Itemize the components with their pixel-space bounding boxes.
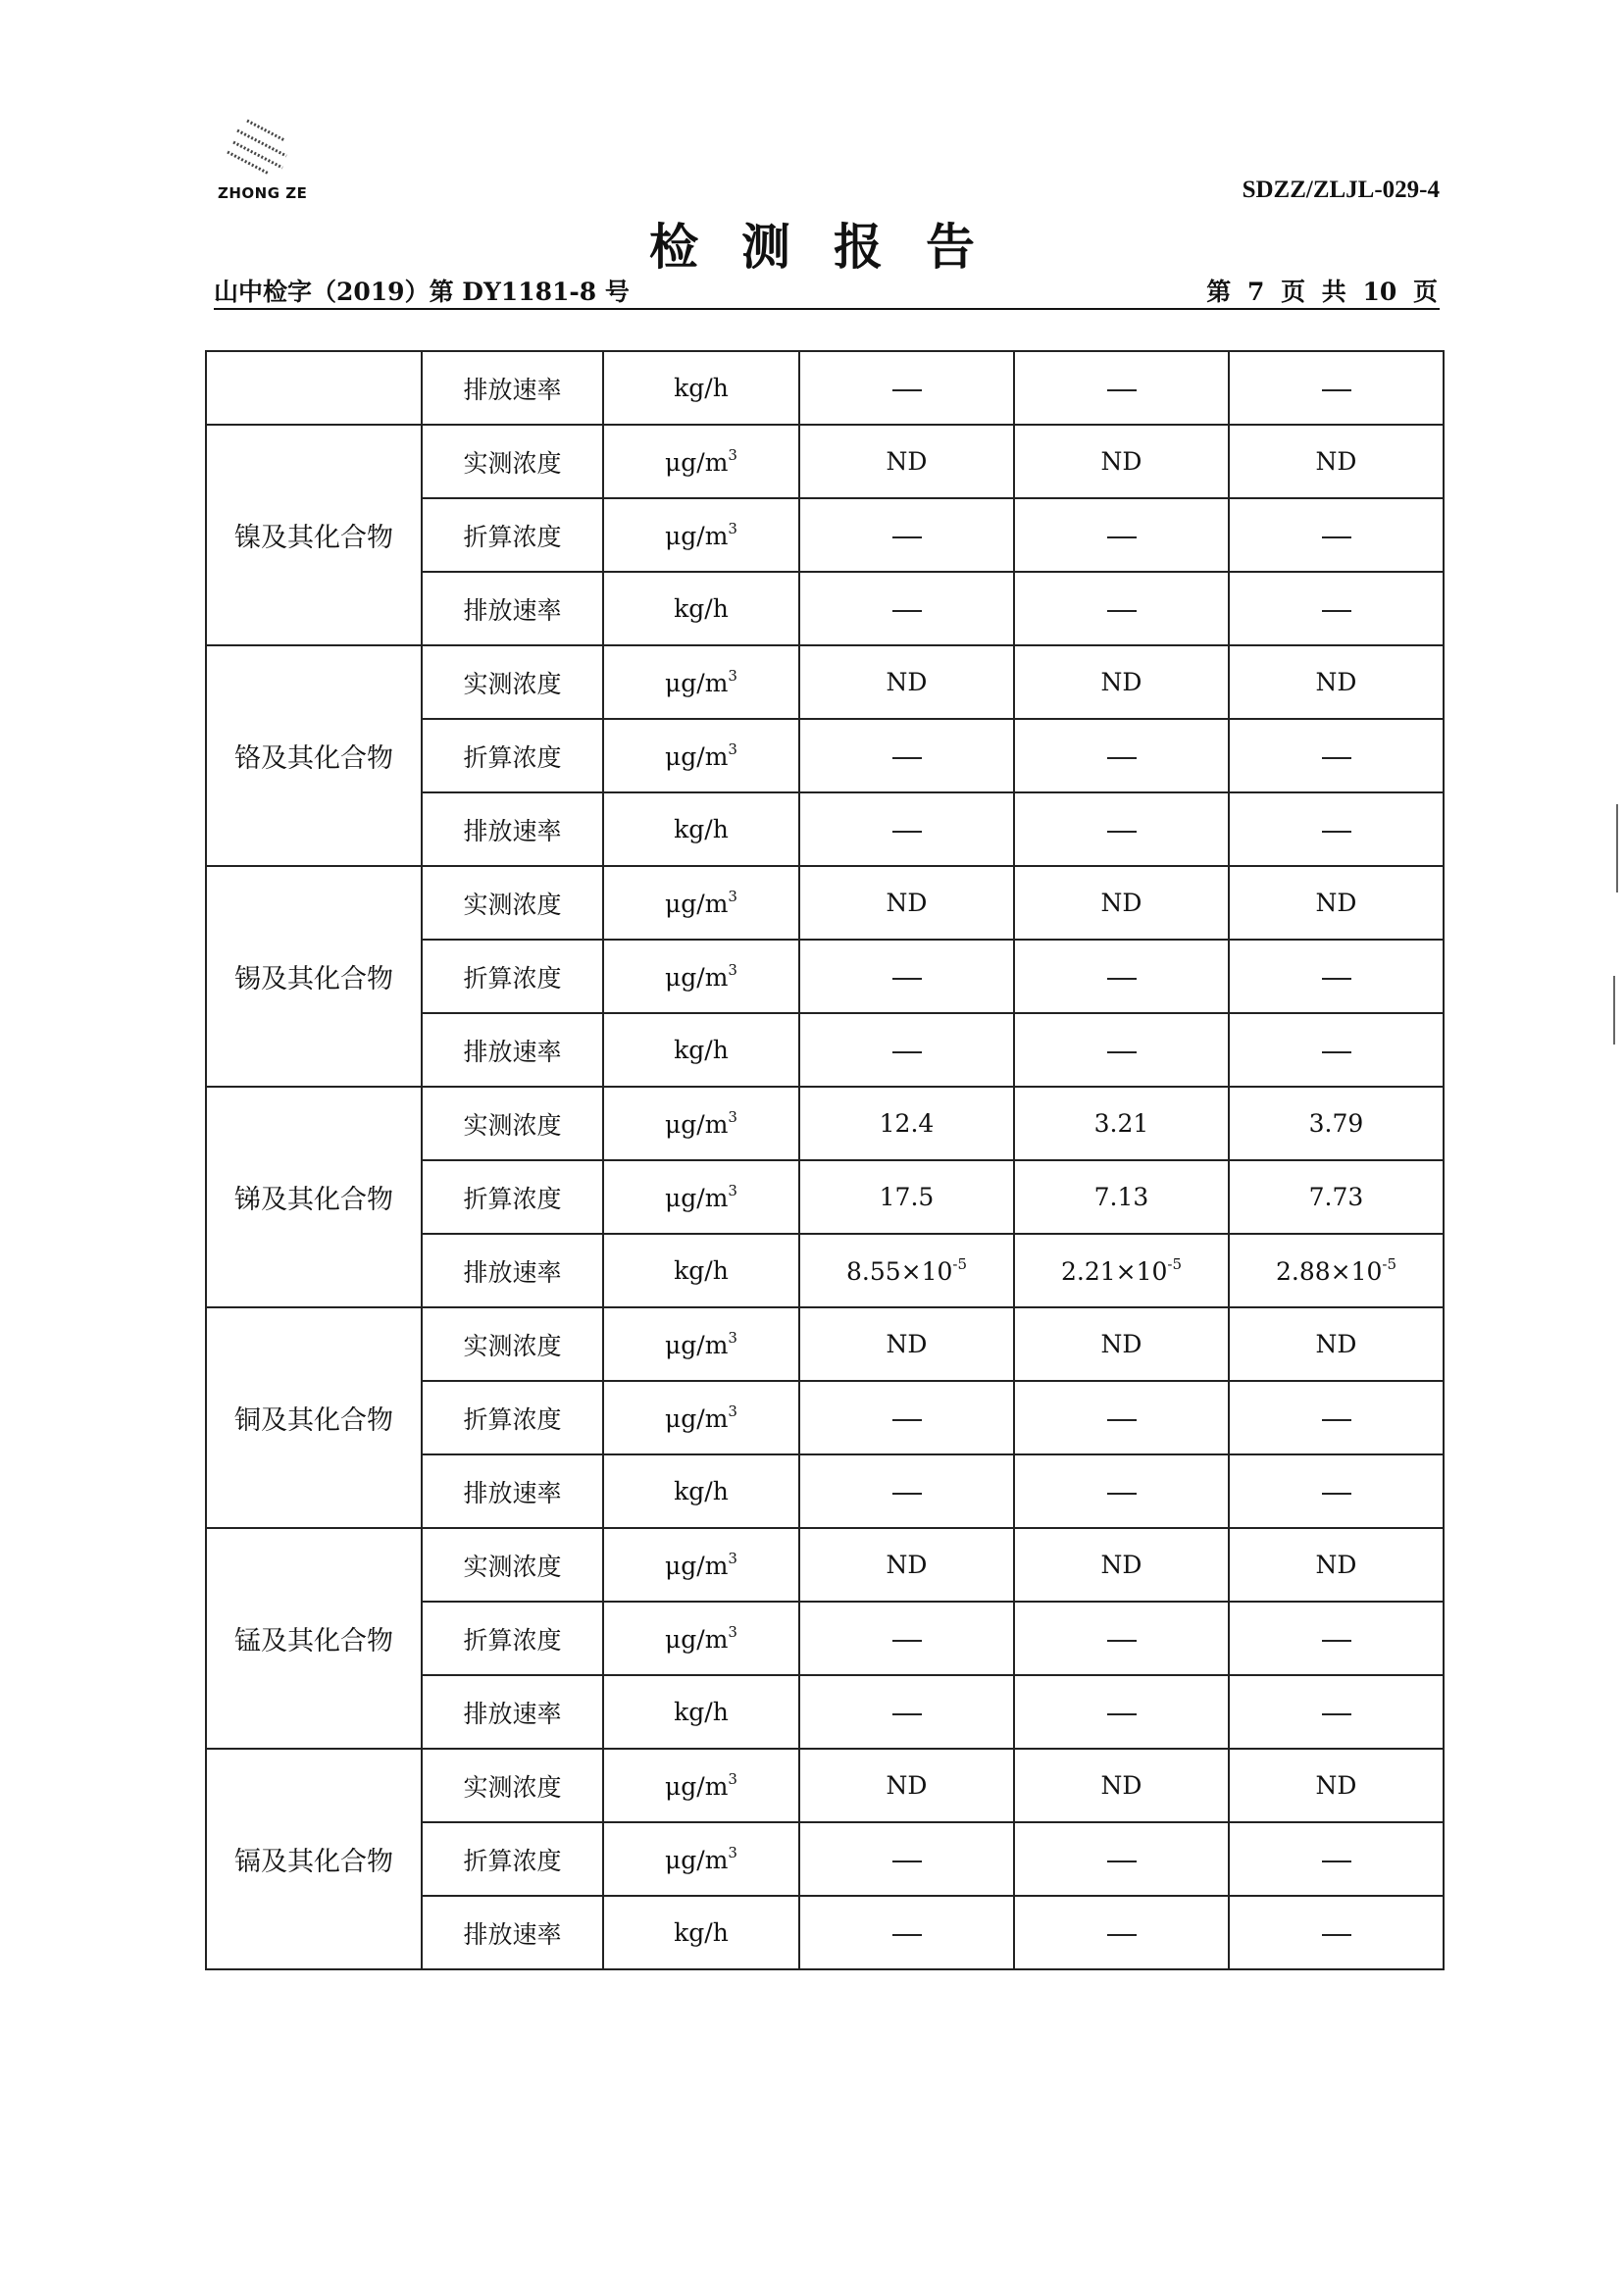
dash-mark — [1107, 1493, 1137, 1495]
value-cell — [1229, 1896, 1444, 1969]
value-cell — [1229, 792, 1444, 866]
value-cell — [1014, 1675, 1229, 1749]
dash-mark — [892, 1713, 922, 1715]
parameter-cell: 排放速率 — [422, 1013, 603, 1087]
value-cell — [1229, 351, 1444, 425]
value-cell — [799, 1602, 1014, 1675]
unit-cell: kg/h — [603, 351, 799, 425]
substance-cell: 锰及其化合物 — [206, 1528, 422, 1749]
parameter-cell: 排放速率 — [422, 1675, 603, 1749]
value-cell — [1014, 719, 1229, 792]
dash-mark — [892, 1934, 922, 1936]
parameter-cell: 折算浓度 — [422, 1602, 603, 1675]
value-cell: ND — [1014, 1528, 1229, 1602]
unit-cell: $\mu g/m^3$ — [603, 645, 799, 719]
dash-mark — [892, 1419, 922, 1421]
dash-mark — [892, 389, 922, 391]
value-cell: ND — [1014, 1307, 1229, 1381]
value-cell: ND — [1229, 1528, 1444, 1602]
logo-text: ZHONG ZE — [218, 184, 308, 202]
table-row — [206, 645, 1444, 719]
parameter-cell: 折算浓度 — [422, 1160, 603, 1234]
dash-mark — [1322, 536, 1351, 538]
substance-cell — [206, 351, 422, 425]
value-cell — [1229, 1381, 1444, 1454]
value-cell — [1014, 1454, 1229, 1528]
value-cell — [1014, 572, 1229, 645]
unit-cell: $\mu g/m^3$ — [603, 1822, 799, 1896]
parameter-cell: 排放速率 — [422, 792, 603, 866]
table-row — [206, 866, 1444, 940]
parameter-cell: 排放速率 — [422, 351, 603, 425]
parameter-cell: 实测浓度 — [422, 1087, 603, 1160]
unit-cell: kg/h — [603, 1013, 799, 1087]
dash-mark — [892, 536, 922, 538]
table-row — [206, 1307, 1444, 1381]
value-cell — [1014, 1013, 1229, 1087]
scan-margin-mark — [1613, 976, 1615, 1045]
dash-mark — [892, 831, 922, 833]
value-cell: ND — [1229, 1749, 1444, 1822]
dash-mark — [1322, 1640, 1351, 1642]
parameter-cell: 排放速率 — [422, 572, 603, 645]
parameter-cell: 排放速率 — [422, 1454, 603, 1528]
unit-cell: kg/h — [603, 1675, 799, 1749]
unit-cell: $\mu g/m^3$ — [603, 1381, 799, 1454]
value-cell: ND — [799, 866, 1014, 940]
value-cell: ND — [799, 425, 1014, 498]
value-cell: ND — [1014, 425, 1229, 498]
value-cell: ND — [799, 1749, 1014, 1822]
parameter-cell: 实测浓度 — [422, 1307, 603, 1381]
value-cell — [1014, 351, 1229, 425]
value-cell: 3.79 — [1229, 1087, 1444, 1160]
parameter-cell: 实测浓度 — [422, 645, 603, 719]
document-code: SDZZ/ZLJL-029-4 — [1242, 177, 1440, 203]
unit-cell: $\mu g/m^3$ — [603, 866, 799, 940]
value-cell — [1014, 1381, 1229, 1454]
dash-mark — [1107, 1051, 1137, 1053]
value-cell — [799, 498, 1014, 572]
unit-cell: $\mu g/m^3$ — [603, 1160, 799, 1234]
dash-mark — [892, 757, 922, 759]
unit-cell: $\mu g/m^3$ — [603, 940, 799, 1013]
value-cell: 7.13 — [1014, 1160, 1229, 1234]
value-cell: ND — [1014, 1749, 1229, 1822]
dash-mark — [892, 610, 922, 612]
dash-mark — [1107, 978, 1137, 980]
unit-cell: $\mu g/m^3$ — [603, 1749, 799, 1822]
value-cell — [799, 1454, 1014, 1528]
value-cell: $2.21\times 10^{-5}$ — [1014, 1234, 1229, 1307]
parameter-cell: 实测浓度 — [422, 1528, 603, 1602]
table-row — [206, 1749, 1444, 1822]
dash-mark — [1322, 757, 1351, 759]
parameter-cell: 实测浓度 — [422, 1749, 603, 1822]
dash-mark — [1322, 831, 1351, 833]
dash-mark — [892, 1861, 922, 1862]
value-cell: ND — [1014, 645, 1229, 719]
value-cell: $2.88\times 10^{-5}$ — [1229, 1234, 1444, 1307]
substance-cell: 镉及其化合物 — [206, 1749, 422, 1969]
value-cell: ND — [799, 1528, 1014, 1602]
unit-cell: $\mu g/m^3$ — [603, 425, 799, 498]
value-cell — [1014, 1602, 1229, 1675]
unit-cell: kg/h — [603, 1454, 799, 1528]
dash-mark — [1107, 757, 1137, 759]
dash-mark — [1107, 831, 1137, 833]
value-cell — [1014, 940, 1229, 1013]
value-cell: ND — [799, 645, 1014, 719]
substance-cell: 铜及其化合物 — [206, 1307, 422, 1528]
dash-mark — [1322, 1051, 1351, 1053]
value-cell — [799, 351, 1014, 425]
substance-cell: 镍及其化合物 — [206, 425, 422, 645]
dash-mark — [1322, 389, 1351, 391]
value-cell — [1014, 792, 1229, 866]
value-cell: 3.21 — [1014, 1087, 1229, 1160]
value-cell: ND — [1229, 645, 1444, 719]
value-cell: $8.55\times 10^{-5}$ — [799, 1234, 1014, 1307]
dash-mark — [1322, 1419, 1351, 1421]
unit-cell: kg/h — [603, 1896, 799, 1969]
scan-margin-mark — [1616, 804, 1618, 892]
parameter-cell: 折算浓度 — [422, 1822, 603, 1896]
unit-cell: $\mu g/m^3$ — [603, 719, 799, 792]
dash-mark — [892, 978, 922, 980]
value-cell — [1229, 1822, 1444, 1896]
unit-cell: $\mu g/m^3$ — [603, 1087, 799, 1160]
value-cell: ND — [1229, 1307, 1444, 1381]
substance-cell: 铬及其化合物 — [206, 645, 422, 866]
dash-mark — [1322, 1934, 1351, 1936]
value-cell — [799, 1675, 1014, 1749]
value-cell — [1014, 498, 1229, 572]
dash-mark — [1322, 978, 1351, 980]
value-cell — [799, 572, 1014, 645]
unit-cell: kg/h — [603, 572, 799, 645]
parameter-cell: 折算浓度 — [422, 719, 603, 792]
table-row — [206, 1087, 1444, 1160]
parameter-cell: 排放速率 — [422, 1234, 603, 1307]
page-title: 检测报告 — [649, 218, 1018, 276]
value-cell: 17.5 — [799, 1160, 1014, 1234]
table-row — [206, 351, 1444, 425]
dash-mark — [1107, 1861, 1137, 1862]
dash-mark — [1107, 1934, 1137, 1936]
report-number: 山中检字（2019）第 DY1181-8 号 — [214, 278, 630, 306]
value-cell — [1229, 940, 1444, 1013]
dash-mark — [1322, 1713, 1351, 1715]
value-cell — [799, 719, 1014, 792]
substance-cell: 锑及其化合物 — [206, 1087, 422, 1307]
parameter-cell: 折算浓度 — [422, 1381, 603, 1454]
unit-cell: $\mu g/m^3$ — [603, 1602, 799, 1675]
dash-mark — [1107, 1713, 1137, 1715]
value-cell — [799, 792, 1014, 866]
value-cell — [799, 1013, 1014, 1087]
value-cell — [1229, 498, 1444, 572]
value-cell — [1014, 1896, 1229, 1969]
value-cell — [1229, 1013, 1444, 1087]
unit-cell: kg/h — [603, 792, 799, 866]
dash-mark — [1107, 610, 1137, 612]
value-cell — [799, 1822, 1014, 1896]
substance-cell: 锡及其化合物 — [206, 866, 422, 1087]
dash-mark — [1107, 1419, 1137, 1421]
value-cell: ND — [1014, 866, 1229, 940]
dash-mark — [1322, 1861, 1351, 1862]
table-row — [206, 425, 1444, 498]
dash-mark — [1107, 1640, 1137, 1642]
parameter-cell: 排放速率 — [422, 1896, 603, 1969]
value-cell — [1014, 1822, 1229, 1896]
dash-mark — [1322, 610, 1351, 612]
dash-mark — [1107, 536, 1137, 538]
unit-cell: $\mu g/m^3$ — [603, 1528, 799, 1602]
value-cell — [1229, 572, 1444, 645]
value-cell — [799, 940, 1014, 1013]
value-cell: ND — [799, 1307, 1014, 1381]
dash-mark — [892, 1640, 922, 1642]
unit-cell: $\mu g/m^3$ — [603, 498, 799, 572]
value-cell — [1229, 1454, 1444, 1528]
value-cell — [799, 1381, 1014, 1454]
dash-mark — [892, 1493, 922, 1495]
results-table — [205, 350, 1445, 1970]
value-cell — [1229, 1675, 1444, 1749]
parameter-cell: 实测浓度 — [422, 866, 603, 940]
parameter-cell: 折算浓度 — [422, 498, 603, 572]
unit-cell: kg/h — [603, 1234, 799, 1307]
value-cell — [1229, 1602, 1444, 1675]
dash-mark — [1322, 1493, 1351, 1495]
parameter-cell: 实测浓度 — [422, 425, 603, 498]
page-number: 第 7 页 共 10 页 — [1206, 278, 1438, 306]
value-cell — [1229, 719, 1444, 792]
dash-mark — [1107, 389, 1137, 391]
value-cell: ND — [1229, 866, 1444, 940]
value-cell: 12.4 — [799, 1087, 1014, 1160]
value-cell: 7.73 — [1229, 1160, 1444, 1234]
unit-cell: $\mu g/m^3$ — [603, 1307, 799, 1381]
parameter-cell: 折算浓度 — [422, 940, 603, 1013]
header-divider — [214, 308, 1440, 310]
value-cell — [799, 1896, 1014, 1969]
dash-mark — [892, 1051, 922, 1053]
table-row — [206, 1528, 1444, 1602]
value-cell: ND — [1229, 425, 1444, 498]
